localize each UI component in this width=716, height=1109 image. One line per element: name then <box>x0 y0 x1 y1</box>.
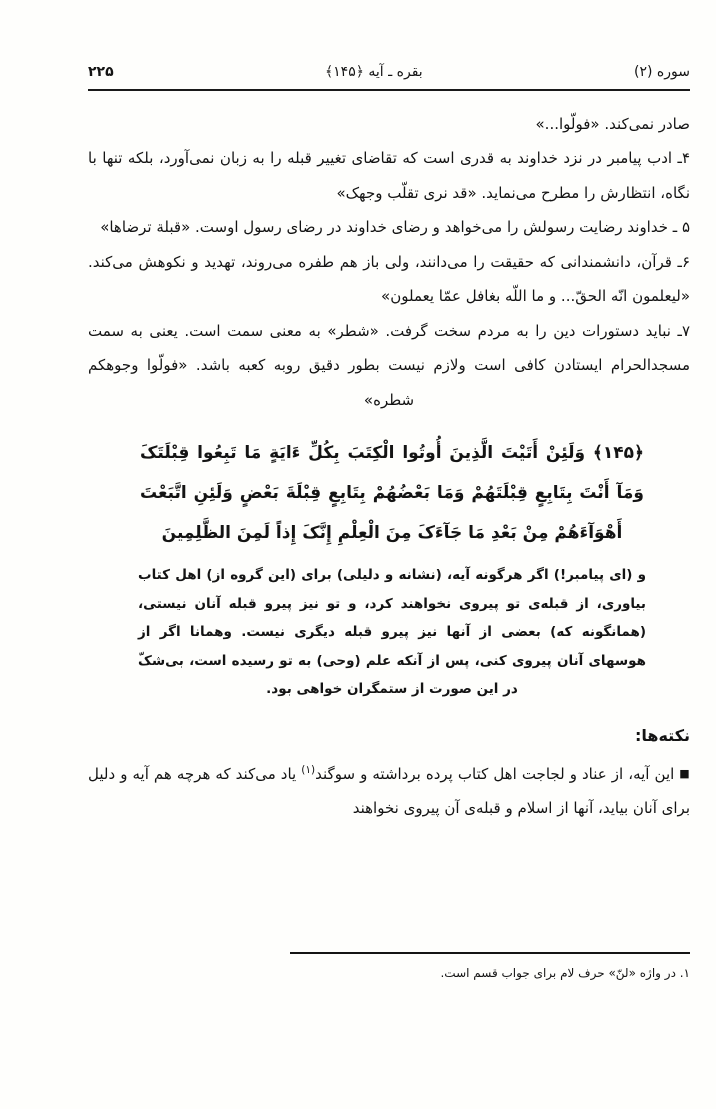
continued-paragraph: صادر نمی‌کند. «فولّوا...» <box>535 114 690 133</box>
page-header <box>88 64 690 80</box>
note-text-after-ref: یاد می‌کند که هرچه هم آیه و دلیل برای آنان بیاید، آنها از اسلام و قبله‌ی آن پیروی نخواهند <box>88 764 690 817</box>
note-paragraph <box>88 753 690 826</box>
chapter-verse-label: بقره ـ آیه ﴿۱۴۵﴾ <box>324 64 423 80</box>
footnote-ref-marker: (۱) <box>301 763 316 776</box>
commentary-point-6: ۶ـ قرآن، دانشمندانی که حقیقت را می‌دانند، ولی باز هم طفره می‌روند، تهدید و نکوهش می‌کند. «لیعلمون انّه الحقّ... و ما اللّه بغافل عمّا یعملون» <box>88 252 690 305</box>
surah-label: سوره (۲) <box>634 64 690 80</box>
quran-verse: ﴿۱۴۵﴾ وَلَئِنْ أَتَیْتَ الَّذِینَ أُوتُوا الْکِتَبَ بِکُلِّ ءَایَةٍ مَا تَبِعُوا قِبْلَتَکَ وَمَآ أَنْتَ بِتَابِعٍ قِبْلَتَهُمْ وَمَا بَعْضُهُمْ بِتَابِعٍ قِبْلَةَ بَعْضٍ وَلَئِنِ اتَّبَعْتَ أَهْوَآءَهُمْ مِنْ بَعْدِ مَا جَآءَکَ مِنَ الْعِلْمِ إِنَّکَ إِذاً لَمِنَ الظَّلِمِینَ <box>140 443 644 543</box>
commentary-point-7: ۷ـ نباید دستورات دین را به مردم سخت گرفت. «شطر» به معنی سمت است. یعنی به سمت مسجدالحرام ایستادن کافی است ولازم نیست بطور دقیق روبه کعبه باشد. «فولّوا وجوهکم شطره» <box>88 321 690 409</box>
page-number: ۲۲۵ <box>88 64 114 80</box>
footnote-area <box>88 952 690 983</box>
commentary-point-5: ۵ ـ خداوند رضایت رسولش را می‌خواهد و رضای خداوند در رضای رسول اوست. «قبلة ترضاها» <box>100 218 690 236</box>
verse-translation: و (ای پیامبر!) اگر هرگونه آیه، (نشانه و دلیلی) برای (این گروه از) اهل کتاب بیاوری، از قبله‌ی تو پیروی نخواهند کرد، و تو نیز پیرو قبله آنان نیستی، (همانگونه که) بعضی از آنها نیز پیرو قبله دیگری نیست. وهمانا اگر از هوسهای آنان پیروی کنی، پس از آنکه علم (وحی) به تو رسیده است، بی‌شکّ در این صورت از ستمگران خواهی بود. <box>138 567 646 697</box>
footnote-divider <box>290 952 690 954</box>
note-bullet-icon: ■ <box>679 766 690 780</box>
commentary-point-4: ۴ـ ادب پیامبر در نزد خداوند به قدری است که تقاضای تغییر قبله را به زبان نمی‌آورد، بلکه تنها با نگاه، انتظارش را مطرح می‌نماید. «قد نری تقلّب وجهک» <box>88 149 690 202</box>
notes-heading: نکته‌ها: <box>634 725 690 745</box>
note-text-before-ref: این آیه، از عناد و لجاجت اهل کتاب پرده برداشته و سوگند <box>315 764 675 783</box>
commentary-section <box>88 107 690 418</box>
footnote-text: ۱. در واژه «لنّ» حرف لام برای جواب قسم است. <box>440 966 690 980</box>
header-divider <box>88 89 690 91</box>
